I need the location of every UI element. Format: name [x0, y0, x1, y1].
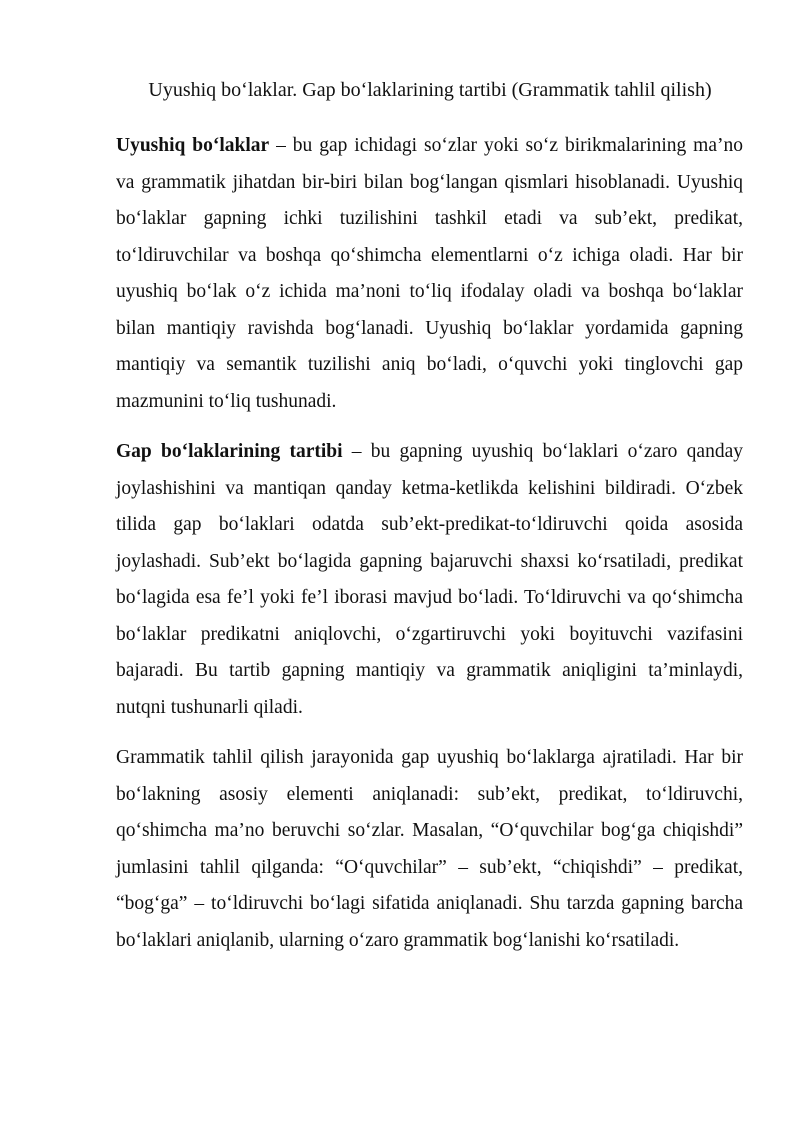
paragraph-gap-bolaklari-tartibi — [116, 434, 743, 726]
paragraph-term: Gap boʻlaklarining tartibi — [116, 441, 343, 462]
document-title: Uyushiq boʻlaklar. Gap boʻlaklarining tartibi (Grammatik tahlil qilish) — [148, 79, 712, 101]
paragraph-text: Grammatik tahlil qilish jarayonida gap uyushiq boʻlaklarga ajratiladi. Har bir boʻlakning asosiy elementi aniqlanadi: sub’ekt, predikat, toʻldiruvchi, qoʻshimcha ma’no beruvchi soʻzlar. Masalan, “Oʻquvchilar bogʻga chiqishdi” jumlasini tahlil qilganda: “Oʻquvchilar” – sub’ekt, “chiqishdi” – predikat, “bogʻga” – toʻldiruvchi boʻlagi sifatida aniqlanadi. Shu tarzda gapning barcha boʻlaklari aniqlanib, ularning oʻzaro grammatik bogʻlanishi koʻrsatiladi. — [116, 747, 743, 951]
document-body — [116, 128, 743, 973]
paragraph-term: Uyushiq boʻlaklar — [116, 135, 270, 156]
paragraph-text: – bu gap ichidagi soʻzlar yoki soʻz birikmalarining ma’no va grammatik jihatdan bir-biri bilan bogʻlangan qismlari hisoblanadi. Uyushiq boʻlaklar gapning ichki tuzilishini tashkil etadi va sub’ekt, predikat, toʻldiruvchilar va boshqa qoʻshimcha elementlarni oʻz ichiga oladi. Har bir uyushiq boʻlak oʻz ichida ma’noni toʻliq ifodalay oladi va boshqa boʻlaklar bilan mantiqiy ravishda bogʻlanadi. Uyushiq boʻlaklar yordamida gapning mantiqiy va semantik tuzilishi aniq boʻladi, oʻquvchi yoki tinglovchi gap mazmunini toʻliq tushunadi. — [116, 135, 743, 412]
paragraph-text: – bu gapning uyushiq boʻlaklari oʻzaro qanday joylashishini va mantiqan qanday ketma-ketlikda kelishini bildiradi. Oʻzbek tilida gap boʻlaklari odatda sub’ekt-predikat-toʻldiruvchi qoida asosida joylashadi. Sub’ekt boʻlagida gapning bajaruvchi shaxsi koʻrsatiladi, predikat boʻlagida esa fe’l yoki fe’l iborasi mavjud boʻladi. Toʻldiruvchi va qoʻshimcha boʻlaklar predikatni aniqlovchi, oʻzgartiruvchi yoki boyituvchi vazifasini bajaradi. Bu tartib gapning mantiqiy va grammatik aniqligini ta’minlaydi, nutqni tushunarli qiladi. — [116, 441, 743, 718]
paragraph-uyushiq-bolaklar — [116, 128, 743, 420]
paragraph-grammatik-tahlil — [116, 740, 743, 959]
